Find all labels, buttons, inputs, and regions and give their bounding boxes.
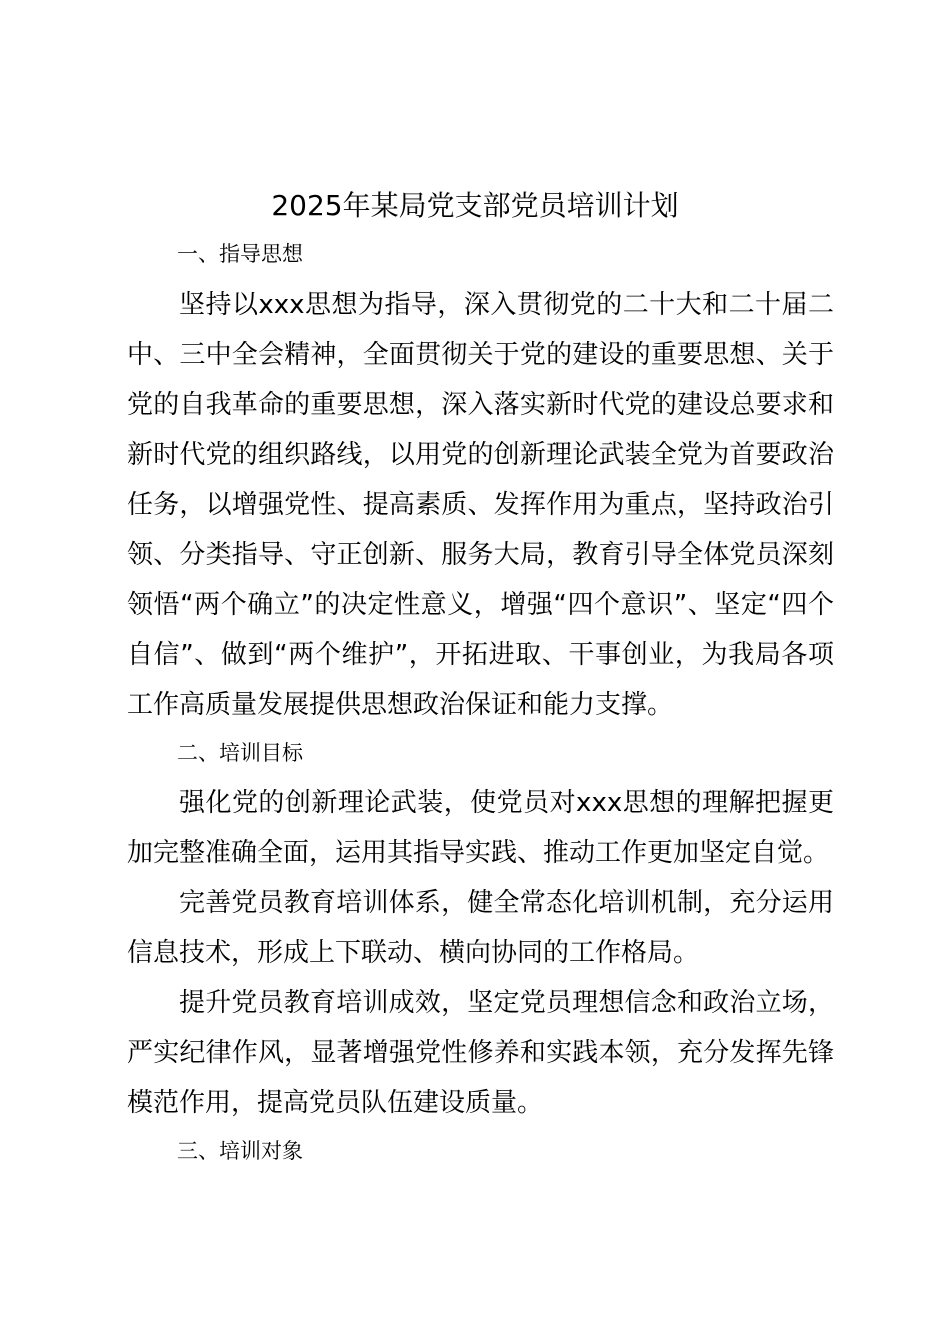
section-heading-training-targets: 三、培训对象 (177, 1139, 303, 1163)
paragraph-guiding-ideology: 坚持以xxx思想为指导，深入贯彻党的二十大和二十届二中、三中全会精神，全面贯彻关于党的建设的重要思想、关于党的自我革命的重要思想，深入落实新时代党的建设总要求和新时代党的组织路线，以用党的创新理论武装全党为首要政治任务，以增强党性、提高素质、发挥作用为重点，坚持政治引领、分类指导、守正创新、服务大局，教育引导全体党员深刻领悟“两个确立”的决定性意义，增强“四个意识”、坚定“四个自信”、做到“两个维护”，开拓进取、干事创业，为我局各项工作高质量发展提供思想政治保证和能力支撑。 (127, 290, 834, 720)
paragraph-goal-system: 完善党员教育培训体系，健全常态化培训机制，充分运用信息技术，形成上下联动、横向协同的工作格局。 (127, 888, 834, 968)
paragraph-goal-effectiveness: 提升党员教育培训成效，坚定党员理想信念和政治立场，严实纪律作风，显著增强党性修养和实践本领，充分发挥先锋模范作用，提高党员队伍建设质量。 (127, 988, 834, 1118)
document-title: 2025年某局党支部党员培训计划 (271, 189, 679, 222)
paragraph-goal-theory: 强化党的创新理论武装，使党员对xxx思想的理解把握更加完整准确全面，运用其指导实践、推动工作更加坚定自觉。 (127, 788, 834, 868)
section-heading-training-goals: 二、培训目标 (177, 741, 303, 765)
section-heading-guiding-ideology: 一、指导思想 (177, 242, 303, 266)
